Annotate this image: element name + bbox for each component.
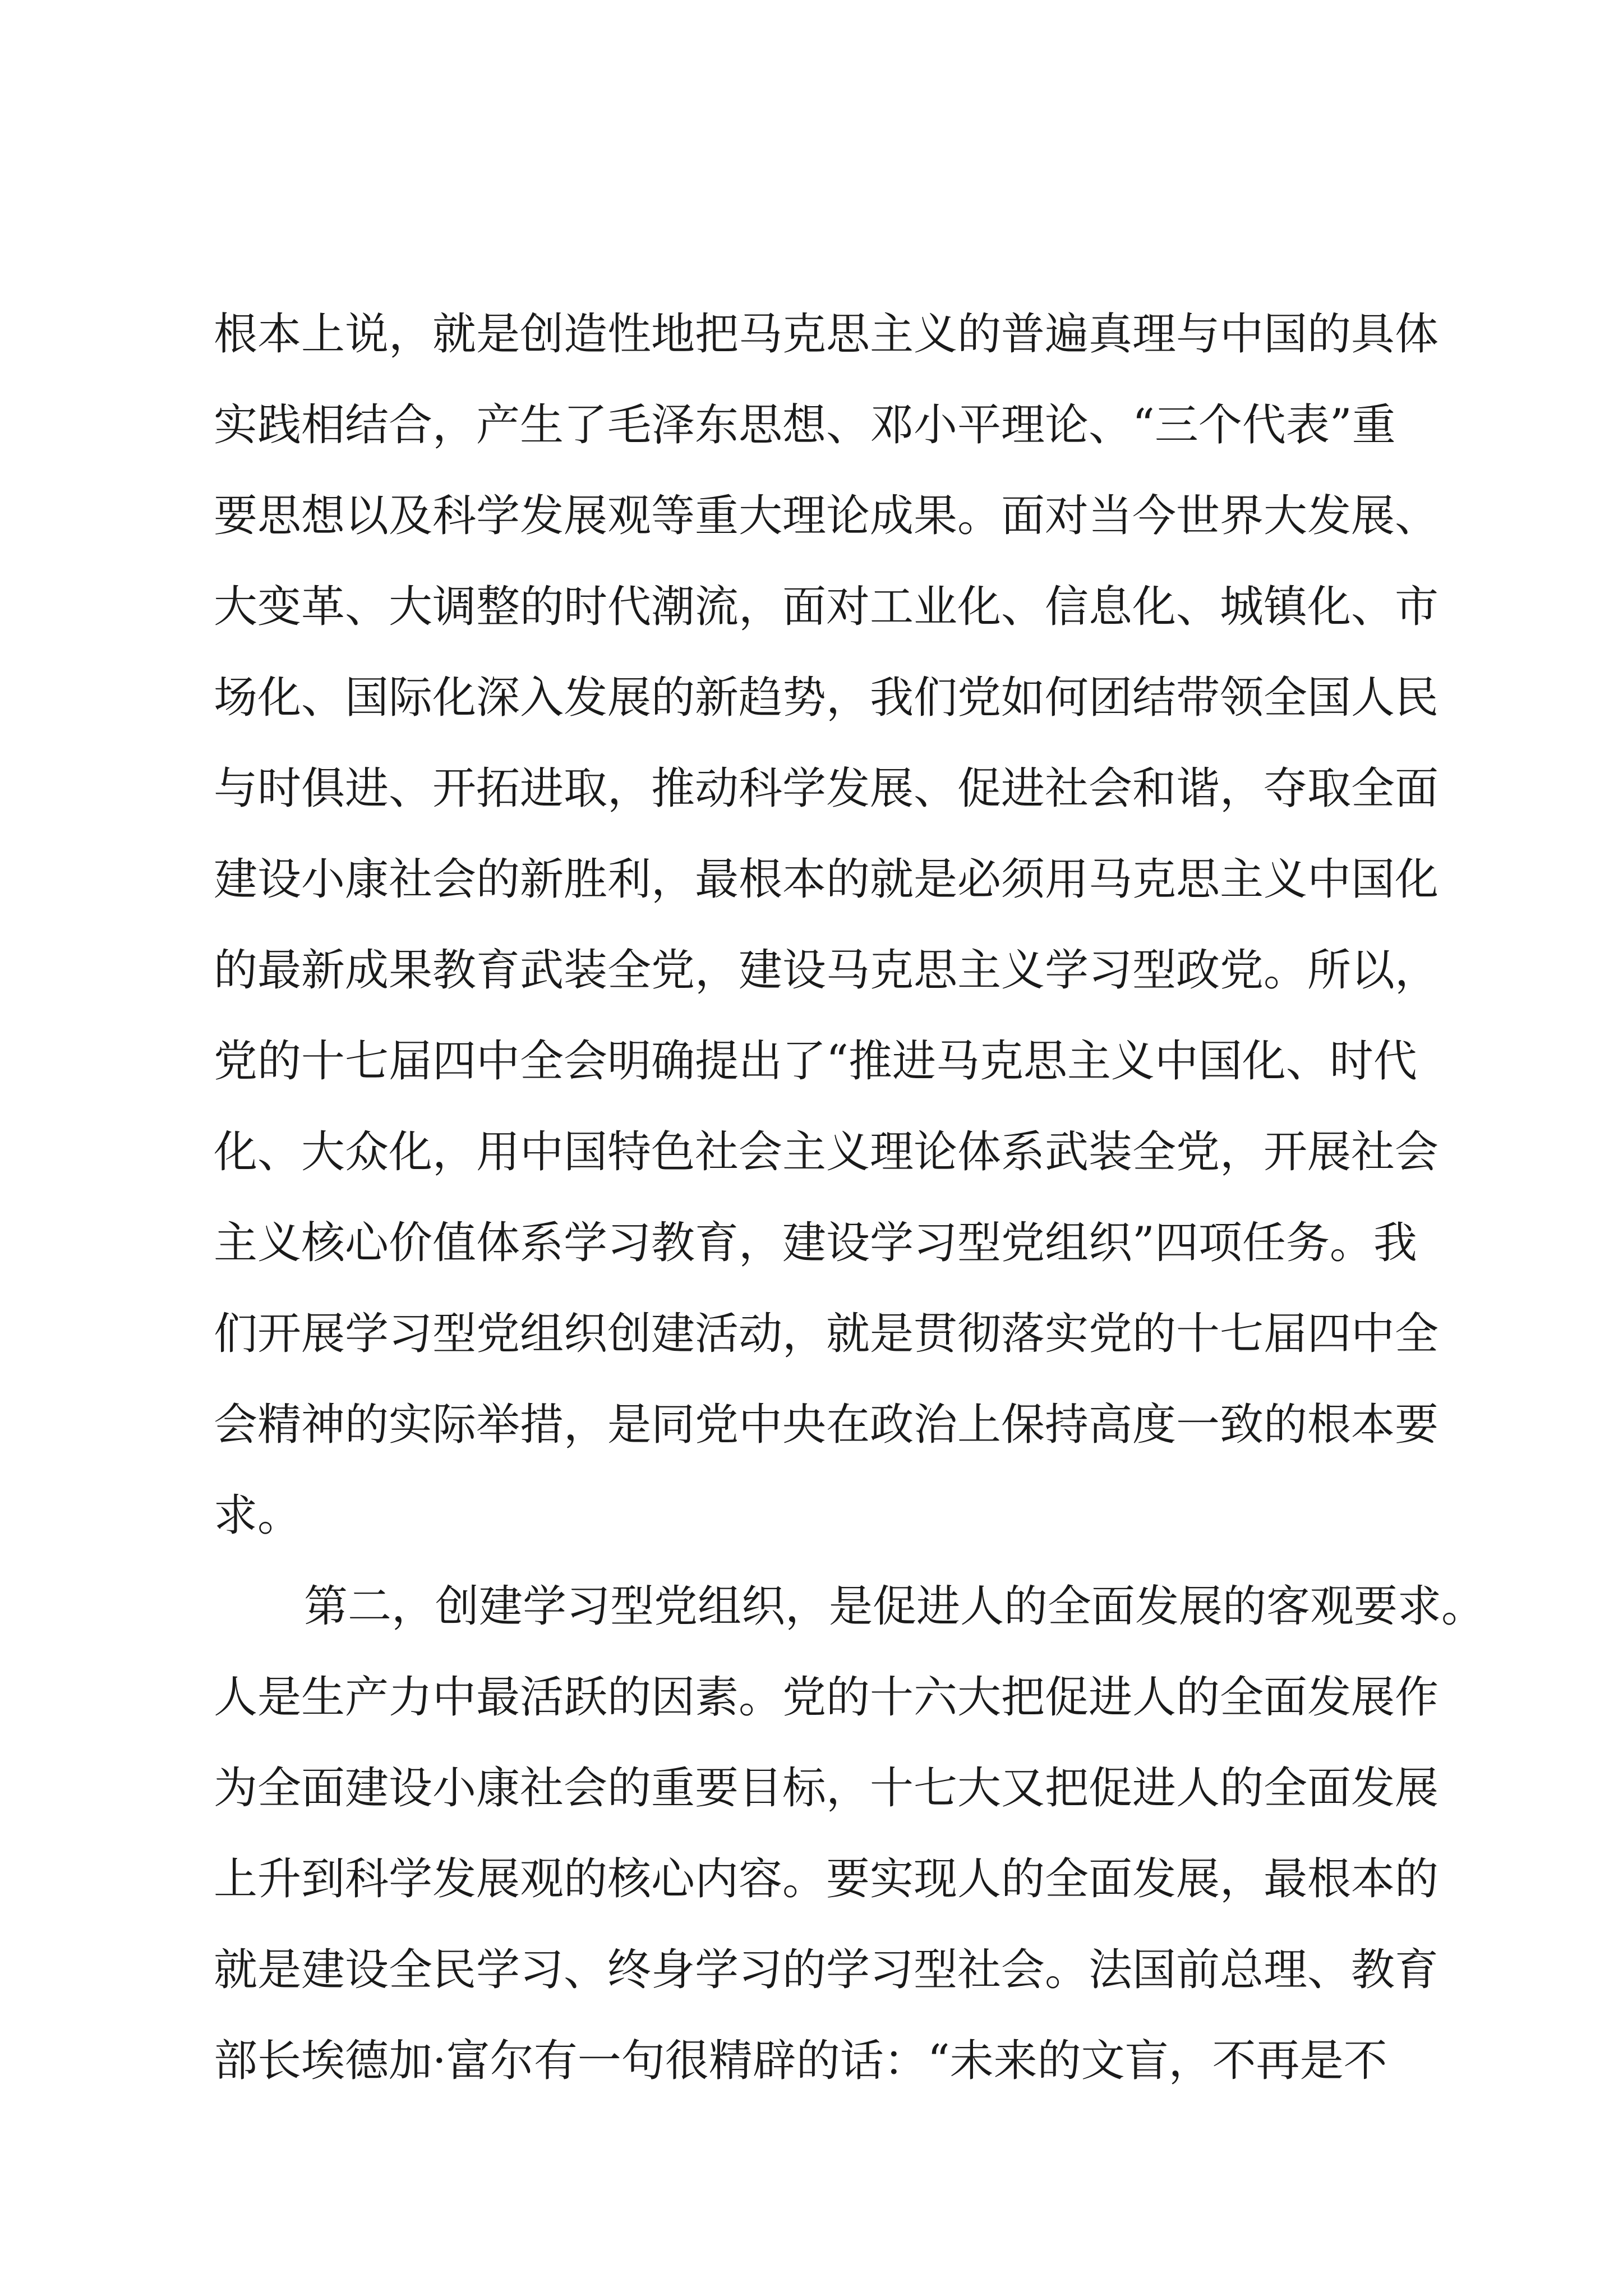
body-line: 为全面建设小康社会的重要目标，十七大又把促进人的全面发展 xyxy=(214,1763,1439,1814)
body-line: 们开展学习型党组织创建活动，就是贯彻落实党的十七届四中全 xyxy=(214,1309,1439,1359)
body-line: 根本上说，就是创造性地把马克思主义的普遍真理与中国的具体 xyxy=(214,309,1439,360)
paragraph-first-line: 第二，创建学习型党组织，是促进人的全面发展的客观要求。 xyxy=(304,1581,1486,1632)
body-line: 实践相结合，产生了毛泽东思想、邓小平理论、“三个代表”重 xyxy=(214,400,1396,450)
body-line: 主义核心价值体系学习教育，建设学习型党组织”四项任务。我 xyxy=(214,1218,1417,1268)
body-line: 党的十七届四中全会明确提出了“推进马克思主义中国化、时代 xyxy=(214,1036,1417,1087)
body-line: 人是生产力中最活跃的因素。党的十六大把促进人的全面发展作 xyxy=(214,1672,1439,1723)
body-line: 要思想以及科学发展观等重大理论成果。面对当今世界大发展、 xyxy=(214,491,1439,541)
body-line: 与时俱进、开拓进取，推动科学发展、促进社会和谐，夺取全面 xyxy=(214,763,1439,814)
body-line: 求。 xyxy=(214,1490,302,1541)
body-line: 的最新成果教育武装全党，建设马克思主义学习型政党。所以， xyxy=(214,945,1439,996)
body-line: 部长埃德加·富尔有一句很精辟的话：“未来的文盲，不再是不 xyxy=(214,2036,1387,2086)
body-line: 化、大众化，用中国特色社会主义理论体系武装全党，开展社会 xyxy=(214,1127,1439,1177)
body-line: 上升到科学发展观的核心内容。要实现人的全面发展，最根本的 xyxy=(214,1854,1439,1904)
body-line: 会精神的实际举措，是同党中央在政治上保持高度一致的根本要 xyxy=(214,1400,1439,1450)
body-line: 建设小康社会的新胜利，最根本的就是必须用马克思主义中国化 xyxy=(214,854,1439,905)
body-line: 大变革、大调整的时代潮流，面对工业化、信息化、城镇化、市 xyxy=(214,582,1439,632)
body-line: 就是建设全民学习、终身学习的学习型社会。法国前总理、教育 xyxy=(214,1945,1439,1995)
body-line: 场化、国际化深入发展的新趋势，我们党如何团结带领全国人民 xyxy=(214,673,1439,723)
